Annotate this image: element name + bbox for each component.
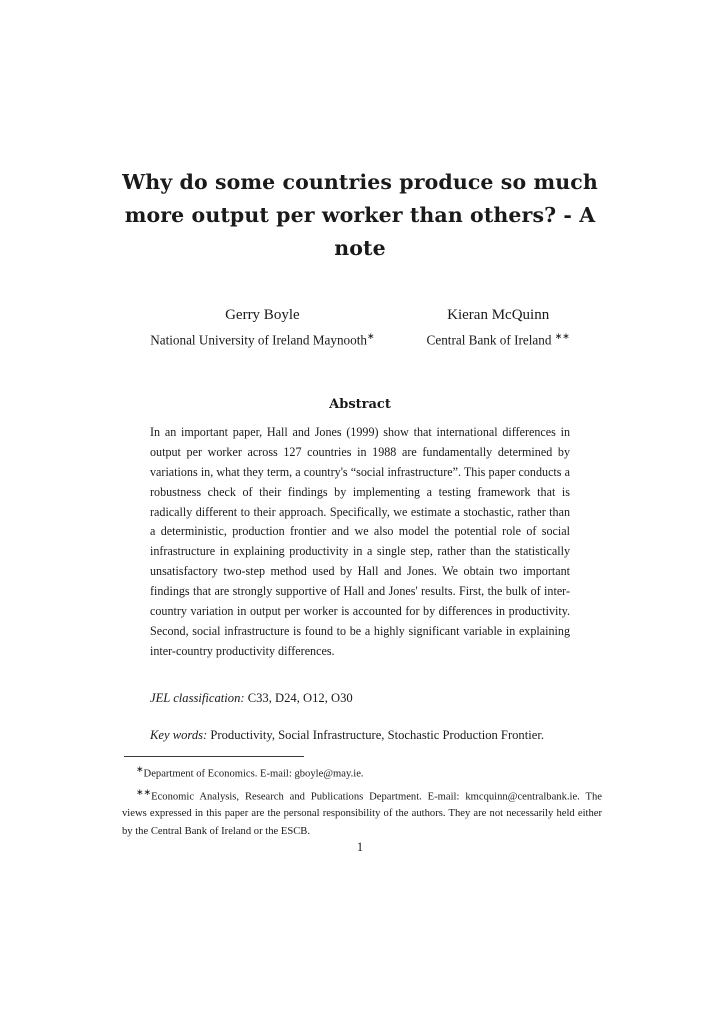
keywords [150, 725, 570, 745]
footnote-1 [122, 762, 602, 783]
page-title [108, 0, 612, 266]
affiliation-text: Central Bank of Ireland [426, 332, 552, 348]
page-content [108, 0, 612, 1018]
footnote-marker-2: ∗∗ [136, 786, 152, 797]
author-block [108, 304, 612, 351]
footnote-2 [122, 785, 602, 840]
jel-value: C33, D24, O12, O30 [247, 691, 353, 706]
author-name: Kieran McQuinn [447, 306, 550, 323]
footnote-marker: ∗∗ [554, 330, 570, 341]
page-number: 1 [356, 840, 364, 854]
author-affiliation [150, 330, 374, 351]
author-entry-1 [150, 304, 374, 351]
keywords-label: Key words: [150, 728, 208, 743]
affiliation-text: National University of Ireland Maynooth [150, 332, 367, 348]
keywords-value: Productivity, Social Infrastructure, Stochastic Production Frontier. [210, 728, 544, 743]
author-name: Gerry Boyle [225, 306, 300, 323]
footnote-2-text: Economic Analysis, Research and Publications Department. E-mail: kmcquinn@centralbank.ie. The views expressed in this paper are the personal responsibility of the authors. They are not necessarily held either by the Central Bank of Ireland or the ESCB. [122, 791, 602, 837]
footnote-divider [124, 756, 304, 757]
abstract-heading: Abstract [329, 396, 391, 412]
title-line-1: Why do some countries produce so much [122, 170, 598, 194]
jel-classification [150, 688, 570, 708]
abstract-text: In an important paper, Hall and Jones (1999) show that international differences in output per worker across 127 countries in 1988 are fundamentally determined by variations in, what they term, a country's “social infrastructure”. This paper conducts a robustness check of their findings by implementing a testing framework that is radically different to their approach. Specifically, we estimate a stochastic, rather than a deterministic, production frontier and we also model the potential role of social infrastructure in explaining productivity in a single step, rather than the statistically unsatisfactory two-step method used by Hall and Jones. We obtain two important findings that are strongly supportive of Hall and Jones' results. First, the bulk of inter-country variation in output per worker is accounted for by differences in productivity. Second, social infrastructure is found to be a highly significant variable in explaining inter-country productivity differences. [150, 424, 570, 659]
jel-label: JEL classification: [150, 691, 245, 706]
title-line-2: more output per worker than others? - A note [124, 203, 596, 261]
author-affiliation [427, 330, 570, 351]
footnote-marker: ∗ [367, 330, 375, 341]
footnote-block [122, 762, 602, 842]
footnote-marker-1: ∗ [136, 764, 144, 774]
footnote-1-text: Department of Economics. E-mail: gboyle@may.ie. [143, 768, 364, 780]
author-entry-2 [427, 304, 570, 351]
